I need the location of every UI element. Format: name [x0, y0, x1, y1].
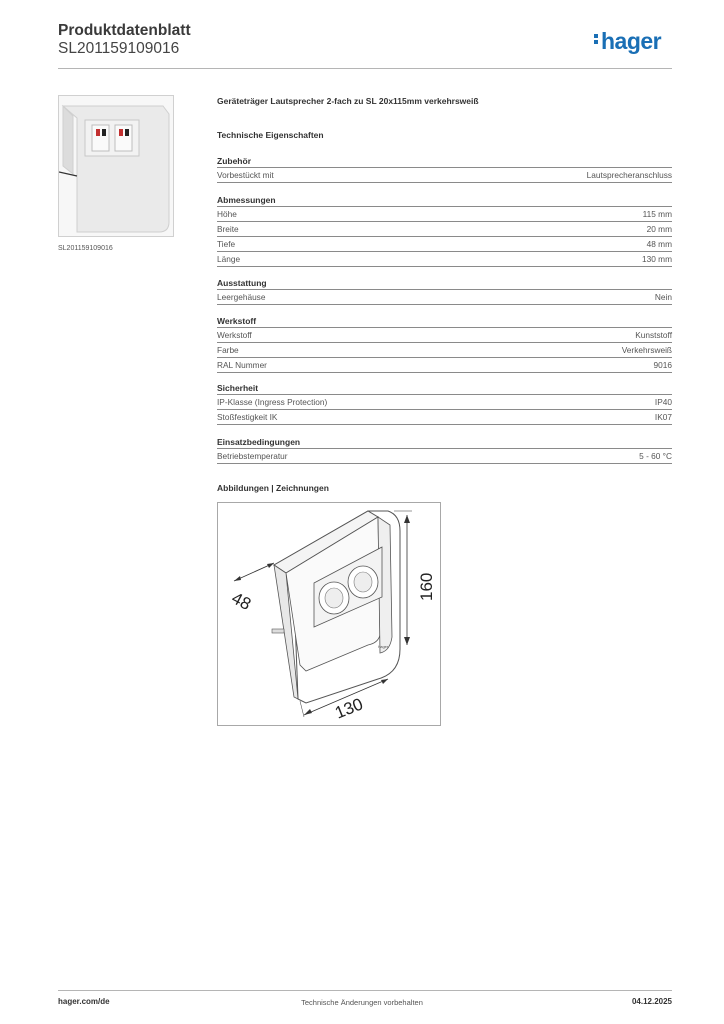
dimension-height-label: 160: [417, 572, 436, 601]
spec-row: [217, 410, 672, 425]
section-operating-conditions: [217, 436, 672, 464]
spec-row: [217, 290, 672, 305]
product-photo: [58, 95, 174, 237]
section-title: Ausstattung: [217, 277, 672, 290]
dimension-depth-label: 48: [228, 588, 255, 615]
spec-value: Nein: [654, 292, 672, 302]
spec-label: Werkstoff: [217, 330, 252, 340]
spec-label: Höhe: [217, 209, 237, 219]
spec-row: [217, 168, 672, 183]
tech-properties-heading: Technische Eigenschaften: [217, 130, 324, 140]
spec-label: Breite: [217, 224, 239, 234]
spec-row: [217, 207, 672, 222]
spec-row: [217, 449, 672, 464]
section-accessories: [217, 155, 672, 183]
spec-row: [217, 343, 672, 358]
spec-row: [217, 237, 672, 252]
section-title: Zubehör: [217, 155, 672, 168]
spec-row: [217, 328, 672, 343]
section-dimensions: [217, 194, 672, 267]
section-title: Werkstoff: [217, 315, 672, 328]
spec-label: Länge: [217, 254, 241, 264]
spec-value: IP40: [654, 397, 672, 407]
spec-label: Farbe: [217, 345, 239, 355]
footer-website-link[interactable]: hager.com/de: [58, 997, 110, 1006]
spec-value: Verkehrsweiß: [621, 345, 672, 355]
section-material: [217, 315, 672, 373]
spec-value: 130 mm: [642, 254, 672, 264]
spec-value: 20 mm: [646, 224, 672, 234]
header-divider: [58, 68, 672, 69]
spec-value: IK07: [654, 412, 672, 422]
spec-row: [217, 222, 672, 237]
product-photo-image: [59, 96, 173, 236]
spec-value: 48 mm: [646, 239, 672, 249]
spec-value: 9016: [653, 360, 672, 370]
section-title: Einsatzbedingungen: [217, 436, 672, 449]
logo-dots-icon: [594, 32, 599, 46]
logo-text: hager: [601, 28, 662, 54]
figures-heading: Abbildungen | Zeichnungen: [217, 483, 329, 493]
spec-label: Stoßfestigkeit IK: [217, 412, 278, 422]
section-safety: [217, 382, 672, 425]
spec-label: Leergehäuse: [217, 292, 266, 302]
product-title: Geräteträger Lautsprecher 2-fach zu SL 20x115mm verkehrsweiß: [217, 96, 479, 106]
hager-logo[interactable]: [594, 28, 661, 55]
spec-value: 115 mm: [642, 209, 672, 219]
article-number: SL201159109016: [58, 40, 180, 57]
header-title: Produktdatenblatt: [58, 22, 191, 39]
dimension-drawing: [218, 503, 440, 725]
spec-label: Tiefe: [217, 239, 236, 249]
spec-label: Betriebstemperatur: [217, 451, 288, 461]
footer-disclaimer: Technische Änderungen vorbehalten: [301, 998, 423, 1007]
spec-value: Kunststoff: [635, 330, 672, 340]
svg-text:hager: hager: [378, 644, 389, 649]
spec-label: RAL Nummer: [217, 360, 267, 370]
spec-value: Lautsprecheranschluss: [586, 170, 672, 180]
footer-date: 04.12.2025: [631, 997, 672, 1006]
spec-label: Vorbestückt mit: [217, 170, 274, 180]
dimension-length-label: 130: [332, 694, 366, 723]
spec-row: [217, 358, 672, 373]
spec-row: [217, 252, 672, 267]
section-equipment: [217, 277, 672, 305]
footer-divider: [58, 990, 672, 991]
spec-row: [217, 395, 672, 410]
spec-label: IP-Klasse (Ingress Protection): [217, 397, 328, 407]
spec-value: 5 - 60 °C: [639, 451, 672, 461]
photo-caption: SL201159109016: [58, 245, 113, 252]
technical-drawing: [217, 502, 441, 726]
section-title: Abmessungen: [217, 194, 672, 207]
section-title: Sicherheit: [217, 382, 672, 395]
